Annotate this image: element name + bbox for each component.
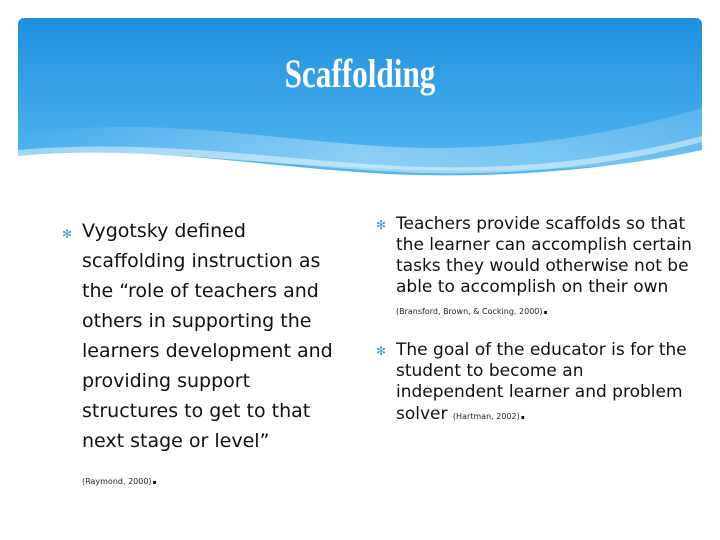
- right-bullet-text-2: The goal of the educator is for the student to become an independent learner and problem solver: [396, 340, 687, 424]
- asterisk-bullet-icon: ✻: [376, 218, 387, 232]
- right-period-1: .: [542, 299, 549, 318]
- asterisk-bullet-icon: ✻: [376, 344, 387, 358]
- right-period-2: .: [519, 404, 526, 423]
- right-bullet-item-2: [374, 340, 694, 425]
- left-bullet-item: [60, 216, 350, 488]
- left-citation: (Raymond, 2000): [82, 477, 152, 486]
- left-bullet-text: Vygotsky defined scaffolding instruction as the “role of teachers and others in supporting the learners development and providing support structures to get to that next stage or level”: [82, 220, 333, 452]
- right-bullet-item-1: [374, 214, 694, 320]
- asterisk-bullet-icon: ✻: [62, 227, 73, 241]
- right-citation-1: (Bransford, Brown, & Cocking, 2000): [396, 307, 543, 316]
- left-citation-line: [82, 470, 350, 488]
- right-column: [374, 214, 694, 425]
- left-column: [60, 216, 350, 488]
- left-period: .: [151, 469, 158, 488]
- right-citation-2: (Hartman, 2002): [452, 412, 520, 421]
- slide-title: Scaffolding: [284, 51, 436, 96]
- right-bullet-text-1: Teachers provide scaffolds so that the learner can accomplish certain tasks they would otherwise not be able to accomplish on their own: [396, 214, 692, 297]
